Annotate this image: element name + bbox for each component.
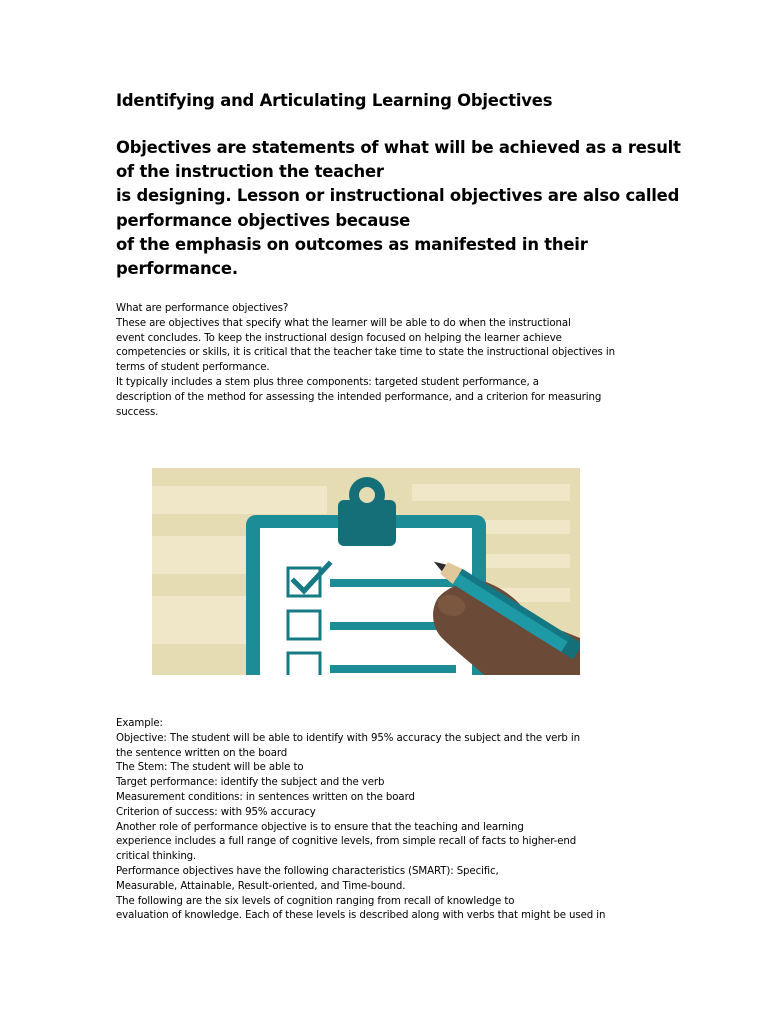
- body-line: Measurable, Attainable, Result-oriented, and Time-bound.: [116, 880, 406, 892]
- body-line: What are performance objectives?: [116, 303, 289, 314]
- body-line: Example:: [116, 718, 163, 729]
- example-section: [116, 717, 656, 924]
- checklist-line: [330, 665, 456, 673]
- checkbox-empty: [288, 611, 320, 639]
- body-line: the sentence written on the board: [116, 747, 288, 759]
- checkbox-empty: [288, 653, 320, 675]
- body-line: critical thinking.: [116, 851, 197, 863]
- body-line: event concludes. To keep the instructional design focused on helping the learner achieve: [116, 332, 562, 344]
- body-line: evaluation of knowledge. Each of these levels is described along with verbs that might be used in: [116, 910, 606, 922]
- body-line: The Stem: The student will be able to: [116, 762, 304, 774]
- intro-line: Objectives are statements of what will be achieved as a result: [116, 138, 681, 157]
- body-line: success.: [116, 406, 159, 418]
- intro-line: of the instruction the teacher: [116, 162, 384, 182]
- intro-line: is designing. Lesson or instructional objectives are also called: [116, 186, 680, 206]
- body-line: Objective: The student will be able to identify with 95% accuracy the subject and the verb in: [116, 732, 581, 744]
- intro-line: performance.: [116, 259, 238, 279]
- intro-paragraph: [116, 136, 681, 281]
- body-line: competencies or skills, it is critical that the teacher take time to state the instructional objectives in: [116, 347, 615, 359]
- checklist-line: [330, 579, 456, 587]
- clipboard-illustration: [152, 468, 580, 675]
- body-line: Target performance: identify the subject and the verb: [116, 777, 385, 789]
- body-line: Criterion of success: with 95% accuracy: [116, 806, 316, 818]
- body-line: The following are the six levels of cognition ranging from recall of knowledge to: [116, 895, 515, 907]
- body-line: Performance objectives have the following characteristics (SMART): Specific,: [116, 865, 499, 877]
- document-title: Identifying and Articulating Learning Objectives: [116, 91, 553, 110]
- body-line: experience includes a full range of cognitive levels, from simple recall of facts to higher-end: [116, 836, 577, 848]
- body-line: These are objectives that specify what the learner will be able to do when the instructional: [116, 317, 571, 329]
- body-line: description of the method for assessing the intended performance, and a criterion for measuring: [116, 391, 602, 403]
- performance-objectives-section: [116, 302, 656, 420]
- clipboard-checklist-icon: [152, 468, 580, 675]
- body-line: Measurement conditions: in sentences written on the board: [116, 791, 415, 803]
- clipboard-ring-hole: [359, 487, 375, 503]
- background-panel: [152, 486, 327, 514]
- intro-line: performance objectives because: [116, 210, 411, 230]
- intro-line: of the emphasis on outcomes as manifested in their: [116, 234, 588, 254]
- body-line: It typically includes a stem plus three components: targeted student performance, a: [116, 376, 539, 388]
- body-line: terms of student performance.: [116, 362, 270, 374]
- body-line: Another role of performance objective is to ensure that the teaching and learning: [116, 821, 524, 833]
- background-panel: [412, 484, 570, 501]
